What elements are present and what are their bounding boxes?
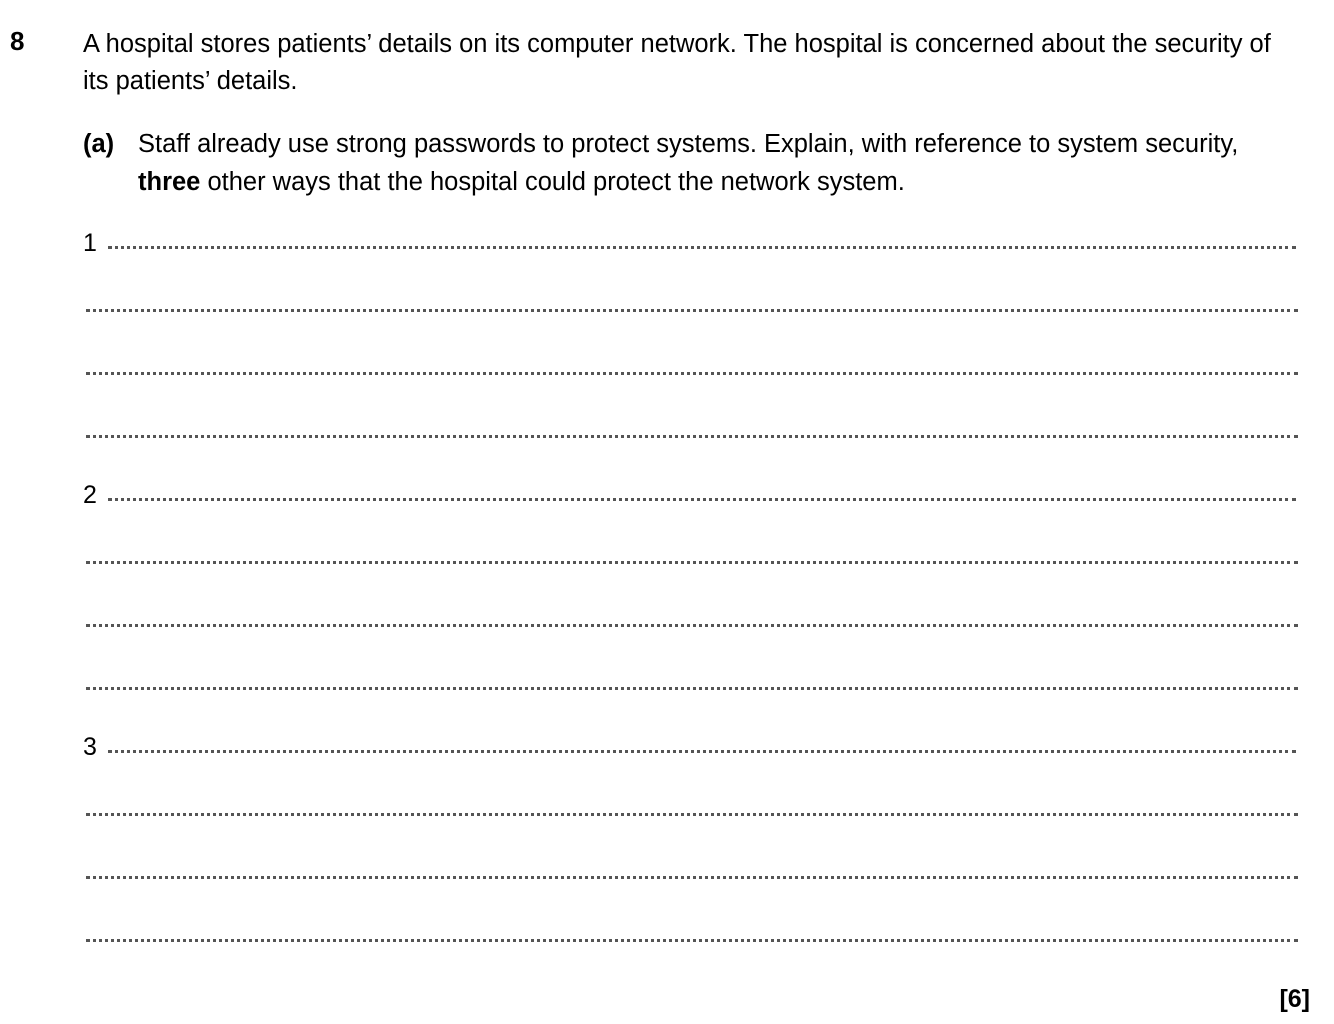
answer-line[interactable] <box>86 876 1298 879</box>
answer-line[interactable] <box>86 813 1298 816</box>
question-intro: A hospital stores patients’ details on its computer network. The hospital is concerned about the security of its patients’ details. <box>83 30 1271 95</box>
answer-line[interactable] <box>86 561 1298 564</box>
part-text-emphasis: three <box>138 168 201 196</box>
part-text-before: Staff already use strong passwords to protect systems. Explain, with reference to system security, <box>138 130 1239 158</box>
answer-line[interactable] <box>86 435 1298 438</box>
answer-number-2: 2 <box>83 481 97 509</box>
part-question-text <box>138 125 1298 201</box>
part-label: (a) <box>83 130 115 158</box>
answer-line[interactable] <box>108 498 1296 501</box>
marks-badge: [6] <box>1279 985 1310 1013</box>
answer-number-1: 1 <box>83 229 97 257</box>
part-text-after: other ways that the hospital could protect the network system. <box>200 168 905 196</box>
answer-line[interactable] <box>86 372 1298 375</box>
answer-line[interactable] <box>108 750 1296 753</box>
answer-number-3: 3 <box>83 733 97 761</box>
answer-line[interactable] <box>86 687 1298 690</box>
answer-line[interactable] <box>86 624 1298 627</box>
answer-line[interactable] <box>86 939 1298 942</box>
question-number: 8 <box>10 26 25 56</box>
answer-line[interactable] <box>108 246 1296 249</box>
answer-line[interactable] <box>86 309 1298 312</box>
